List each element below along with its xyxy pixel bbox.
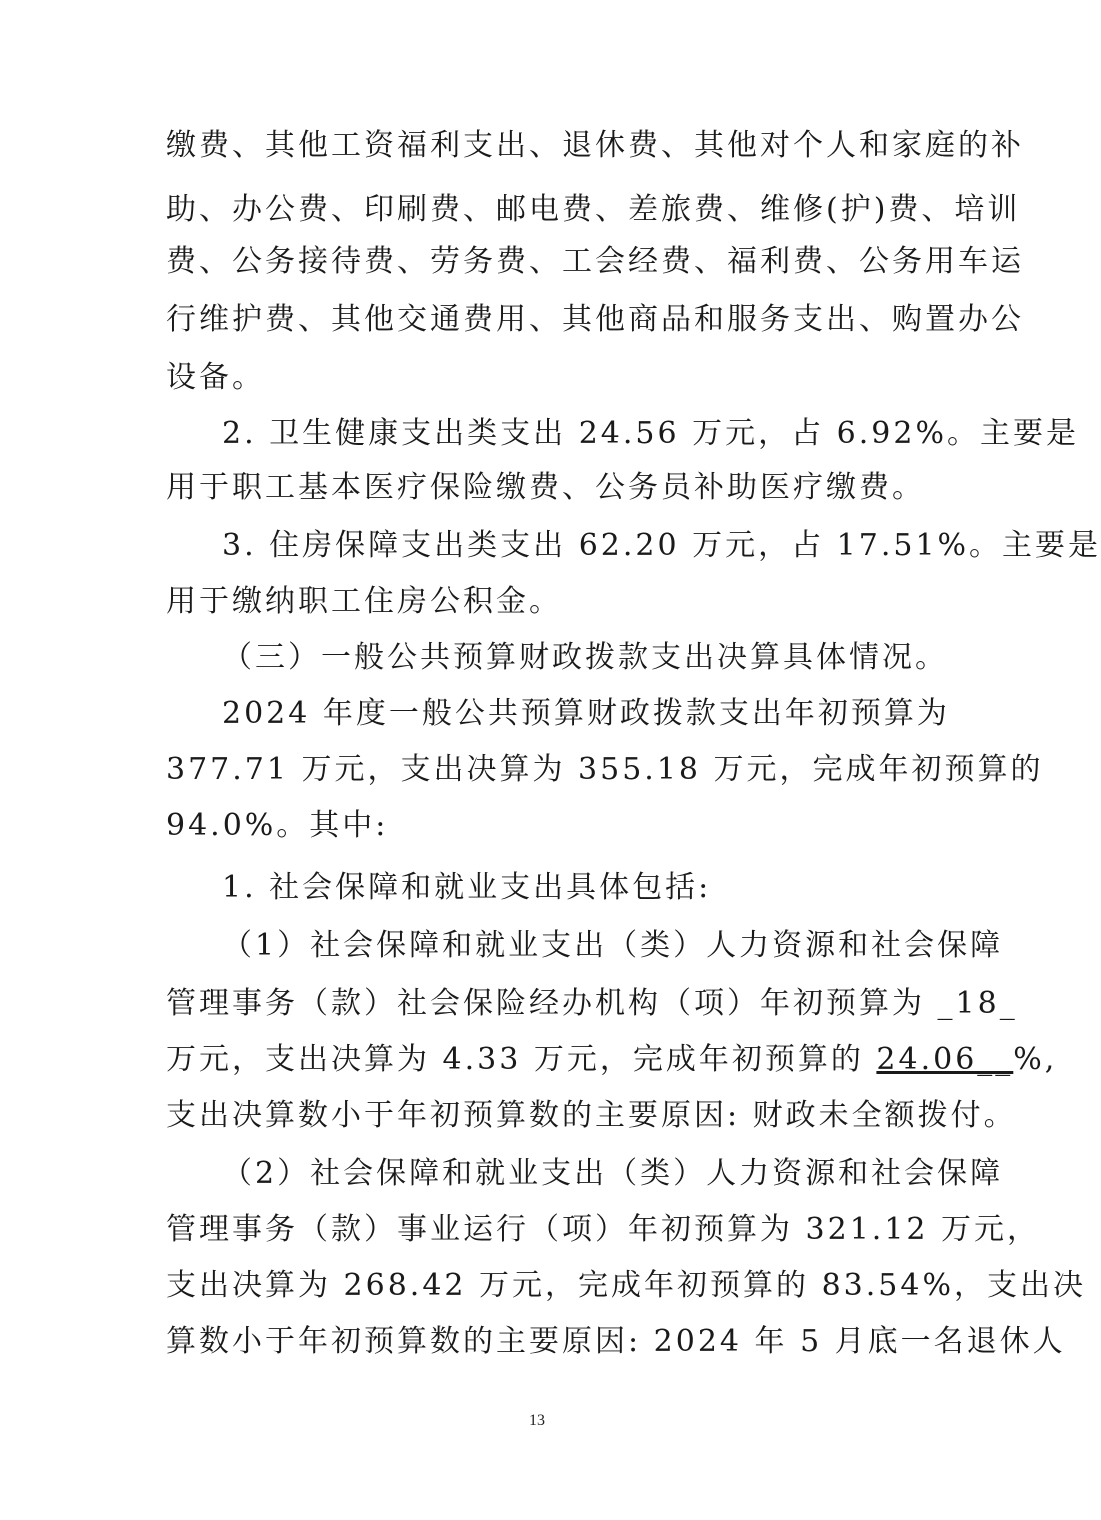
- text-line: 3. 住房保障支出类支出 62.20 万元，占 17.51%。主要是: [222, 528, 1101, 563]
- text-line: 用于缴纳职工住房公积金。: [166, 584, 562, 619]
- text-segment: 万元，支出决算为 4.33 万元，完成年初预算的: [166, 1042, 877, 1077]
- subsection-heading: 1. 社会保障和就业支出具体包括:: [222, 870, 712, 905]
- text-line: 94.0%。其中:: [166, 808, 389, 843]
- text-line: 缴费、其他工资福利支出、退休费、其他对个人和家庭的补: [166, 128, 1024, 163]
- text-line: 设备。: [166, 360, 265, 395]
- section-heading: （三）一般公共预算财政拨款支出决算具体情况。: [222, 640, 948, 675]
- text-line: 行维护费、其他交通费用、其他商品和服务支出、购置办公: [166, 302, 1024, 337]
- text-line: 助、办公费、印刷费、邮电费、差旅费、维修(护)费、培训: [166, 192, 1021, 227]
- text-segment: %,: [1013, 1042, 1058, 1077]
- text-line: （1）社会保障和就业支出（类）人力资源和社会保障: [222, 928, 1004, 963]
- text-line: 377.71 万元，支出决算为 355.18 万元，完成年初预算的: [166, 752, 1044, 787]
- text-line: 费、公务接待费、劳务费、工会经费、福利费、公务用车运: [166, 244, 1024, 279]
- underlined-value: 24.06__: [876, 1042, 1014, 1077]
- text-line: 2. 卫生健康支出类支出 24.56 万元，占 6.92%。主要是: [222, 416, 1079, 451]
- text-line: 2024 年度一般公共预算财政拨款支出年初预算为: [222, 696, 950, 731]
- text-line: 支出决算数小于年初预算数的主要原因: 财政未全额拨付。: [166, 1098, 1017, 1133]
- text-line: 管理事务（款）社会保险经办机构（项）年初预算为 _18_: [166, 986, 1018, 1021]
- text-line: （2）社会保障和就业支出（类）人力资源和社会保障: [222, 1156, 1004, 1191]
- text-line: [166, 1040, 1058, 1080]
- text-line: 支出决算为 268.42 万元，完成年初预算的 83.54%，支出决: [166, 1268, 1086, 1303]
- text-line: 管理事务（款）事业运行（项）年初预算为 321.12 万元，: [166, 1212, 1041, 1247]
- text-line: 算数小于年初预算数的主要原因: 2024 年 5 月底一名退休人: [166, 1324, 1066, 1359]
- page-number: 13: [529, 1412, 545, 1429]
- text-line: 用于职工基本医疗保险缴费、公务员补助医疗缴费。: [166, 470, 925, 505]
